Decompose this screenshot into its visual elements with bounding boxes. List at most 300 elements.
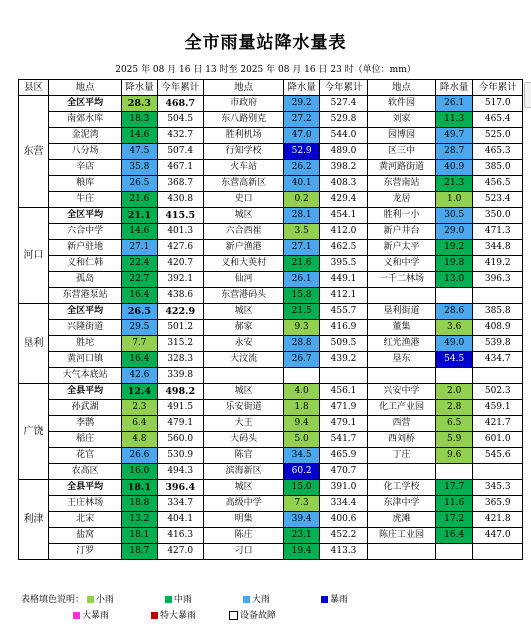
annual-total: 454.1 [319,208,367,224]
legend-text: 中雨 [173,595,192,605]
rainfall-value: 16.4 [435,528,473,544]
station-name: 大气本底站 [49,368,122,384]
rainfall-value: 2.8 [435,400,473,416]
station-name: 垦利街道 [368,304,436,320]
rainfall-value: 15.0 [284,480,319,496]
station-name: 新户驻地 [49,240,122,256]
table-row [19,496,523,512]
station-name: 垦东 [368,352,436,368]
page-title: 全市雨量站降水量表 [184,33,347,53]
annual-total: 501.2 [157,320,203,336]
legend-label: 表格填色说明： [21,595,85,605]
station-name: 大码头 [203,432,284,448]
annual-total: 350.0 [473,208,523,224]
station-name: 董集 [368,320,436,336]
annual-total [319,368,367,384]
rainfall-value: 4.0 [284,384,319,400]
annual-total: 471.9 [319,400,367,416]
annual-total: 491.5 [157,400,203,416]
annual-total [473,368,523,384]
rainfall-value: 47.0 [284,128,319,144]
rainfall-value: 28.3 [122,96,157,112]
column-header: 今年累计 [473,80,523,96]
table-row [19,160,523,176]
rainfall-value: 11.6 [435,496,473,512]
column-header: 降水量 [284,80,319,96]
table-row [19,112,523,128]
rainfall-value: 3.6 [435,320,473,336]
station-name: 仙河 [203,272,284,288]
rainfall-table [18,79,523,560]
rainfall-value: 19.2 [435,240,473,256]
table-row [19,480,523,496]
legend-item [165,592,243,608]
annual-total: 365.9 [473,496,523,512]
table-row [19,144,523,160]
station-name: 新户井台 [368,224,436,240]
annual-total: 430.8 [157,192,203,208]
annual-total: 334.7 [157,496,203,512]
rainfall-value: 5.0 [284,432,319,448]
annual-total: 462.5 [319,240,367,256]
annual-total: 449.1 [319,272,367,288]
annual-total: 467.1 [157,160,203,176]
station-name: 全区平均 [49,208,122,224]
station-name: 园博园 [368,128,436,144]
annual-total: 385.8 [473,304,523,320]
table-row [19,320,523,336]
county-cell: 利津 [19,480,49,560]
rainfall-value: 27.2 [284,112,319,128]
station-name: 化工产业园 [368,400,436,416]
rainfall-value: 1.8 [284,400,319,416]
table-row [19,192,523,208]
station-name: 刁口 [203,544,284,560]
rainfall-value: 14.6 [122,224,157,240]
column-header: 地点 [368,80,436,96]
annual-total: 427.0 [157,544,203,560]
rainfall-value [435,368,473,384]
rainfall-value: 18.8 [122,496,157,512]
annual-total [473,544,523,560]
table-row [19,528,523,544]
rainfall-value: 1.0 [435,192,473,208]
rainfall-value: 17.7 [435,480,473,496]
annual-total: 412.0 [319,224,367,240]
rainfall-value: 2.0 [435,384,473,400]
rainfall-value: 7.3 [284,496,319,512]
station-name: 大王 [203,416,284,432]
table-row [19,224,523,240]
station-name: 南郊水库 [49,112,122,128]
annual-total: 465.4 [473,112,523,128]
annual-total: 412.1 [319,288,367,304]
fault-box-icon [229,611,238,620]
annual-total: 345.3 [473,480,523,496]
table-row [19,368,523,384]
table-row [19,400,523,416]
annual-total: 498.2 [157,384,203,400]
station-name: 龙居 [368,192,436,208]
station-name: 软件园 [368,96,436,112]
column-header: 县区 [19,80,49,96]
rainfall-value: 14.6 [122,128,157,144]
annual-total: 494.3 [157,464,203,480]
station-name: 胜利机场 [203,128,284,144]
table-row [19,128,523,144]
annual-total: 502.3 [473,384,523,400]
table-row [19,96,523,112]
table-row [19,256,523,272]
station-name: 东八路别克 [203,112,284,128]
station-name: 化工学校 [368,480,436,496]
rainfall-value: 26.5 [122,176,157,192]
annual-total: 429.4 [319,192,367,208]
table-header-row [19,80,523,96]
station-name: 西刘桥 [368,432,436,448]
legend-text: 暴雨 [329,595,348,605]
column-header: 地点 [49,80,122,96]
annual-total: 504.5 [157,112,203,128]
rainfall-value: 23.1 [284,528,319,544]
table-body [19,96,523,560]
legend-text: 大雨 [251,595,270,605]
annual-total: 420.7 [157,256,203,272]
annual-total: 434.7 [473,352,523,368]
rainfall-value: 6.5 [435,416,473,432]
annual-total [473,288,523,304]
rainfall-value: 22.7 [122,272,157,288]
table-row [19,544,523,560]
annual-total: 539.8 [473,336,523,352]
rainfall-value: 40.1 [284,176,319,192]
station-name: 明集 [203,512,284,528]
station-name: 永安 [203,336,284,352]
annual-total: 470.7 [319,464,367,480]
station-name: 全县平均 [49,480,122,496]
station-name: 兴安中学 [368,384,436,400]
annual-total: 544.0 [319,128,367,144]
rainfall-value: 16.4 [122,288,157,304]
station-name: 粮库 [49,176,122,192]
station-name: 全区平均 [49,304,122,320]
station-name: 北宋 [49,512,122,528]
station-name: 盐窝 [49,528,122,544]
annual-total [473,464,523,480]
station-name: 大汶流 [203,352,284,368]
rainfall-value: 13.2 [122,512,157,528]
annual-total: 421.7 [473,416,523,432]
rainfall-value: 11.3 [435,112,473,128]
station-name: 市政府 [203,96,284,112]
rainfall-value: 21.5 [284,304,319,320]
rainfall-value: 39.4 [284,512,319,528]
station-name: 东津中学 [368,496,436,512]
rainfall-value: 4.8 [122,432,157,448]
rainfall-value: 30.5 [435,208,473,224]
station-name: 黄河口镇 [49,352,122,368]
annual-total: 523.4 [473,192,523,208]
station-name: 新户渔港 [203,240,284,256]
station-name: 滨海新区 [203,464,284,480]
legend-text: 大暴雨 [82,611,110,621]
rainfall-value: 28.8 [284,336,319,352]
station-name: 东营高新区 [203,176,284,192]
color-legend [21,592,526,624]
annual-total: 438.6 [157,288,203,304]
rainfall-value: 52.9 [284,144,319,160]
annual-total: 459.1 [473,400,523,416]
rainfall-value: 12.4 [122,384,157,400]
rainfall-value: 3.5 [284,224,319,240]
station-name: 汀罗 [49,544,122,560]
annual-total: 396.3 [473,272,523,288]
annual-total: 404.1 [157,512,203,528]
station-name: 城区 [203,480,284,496]
table-row [19,416,523,432]
table-row [19,464,523,480]
annual-total: 439.2 [319,352,367,368]
legend-item [87,592,165,608]
rainfall-value: 22.4 [122,256,157,272]
rainfall-value: 21.6 [284,256,319,272]
rainfall-value: 29.5 [122,320,157,336]
rainfall-value: 21.6 [122,192,157,208]
color-swatch [165,596,172,603]
annual-total: 344.8 [473,240,523,256]
station-name: 东营港泵站 [49,288,122,304]
station-name: 城区 [203,384,284,400]
station-name: 西营 [368,416,436,432]
rainfall-value: 2.3 [122,400,157,416]
station-name: 区三中 [368,144,436,160]
rainfall-value: 7.7 [122,336,157,352]
station-name: 辛店 [49,160,122,176]
annual-total: 452.2 [319,528,367,544]
rainfall-value: 47.5 [122,144,157,160]
rainfall-value [435,288,473,304]
rainfall-value: 28.1 [284,208,319,224]
rainfall-value: 6.4 [122,416,157,432]
column-header: 降水量 [435,80,473,96]
station-name: 稻庄 [49,432,122,448]
station-name: 陈庄 [203,528,284,544]
annual-total: 339.8 [157,368,203,384]
station-name: 行知学校 [203,144,284,160]
rainfall-value: 18.7 [122,544,157,560]
rainfall-value: 21.1 [122,208,157,224]
annual-total: 525.0 [473,128,523,144]
annual-total: 415.5 [157,208,203,224]
legend-item [73,608,151,624]
station-name: 东营港码头 [203,288,284,304]
annual-total: 416.3 [157,528,203,544]
table-row [19,512,523,528]
annual-total: 479.1 [157,416,203,432]
rainfall-value: 49.7 [435,128,473,144]
annual-total: 392.1 [157,272,203,288]
station-name: 花官 [49,448,122,464]
county-cell: 东营 [19,96,49,208]
annual-total: 416.9 [319,320,367,336]
annual-total: 560.0 [157,432,203,448]
side-scroll-tab[interactable] [524,82,531,108]
station-name: 义和仁韩 [49,256,122,272]
county-cell: 广饶 [19,384,49,480]
color-swatch [321,596,328,603]
station-name: 胜坨 [49,336,122,352]
station-name: 城区 [203,208,284,224]
annual-total: 400.6 [319,512,367,528]
legend-row [21,592,526,608]
column-header: 今年累计 [319,80,367,96]
annual-total: 395.5 [319,256,367,272]
color-swatch [73,612,80,619]
rainfall-value: 9.6 [435,448,473,464]
station-name: 新户太平 [368,240,436,256]
rainfall-value: 54.5 [435,352,473,368]
rainfall-value: 18.1 [122,528,157,544]
annual-total: 421.8 [473,512,523,528]
station-name: 城区 [203,304,284,320]
station-name: 八分场 [49,144,122,160]
station-name: 王庄林场 [49,496,122,512]
rainfall-value: 0.2 [284,192,319,208]
rainfall-value: 9.3 [284,320,319,336]
station-name [203,368,284,384]
annual-total: 456.5 [473,176,523,192]
column-header: 今年累计 [157,80,203,96]
rainfall-value: 19.4 [284,544,319,560]
rainfall-value [435,464,473,480]
annual-total: 507.4 [157,144,203,160]
station-name: 黄河路街道 [368,160,436,176]
rainfall-value: 28.6 [435,304,473,320]
rainfall-value: 49.0 [435,336,473,352]
annual-total: 601.0 [473,432,523,448]
station-name: 胜利一小 [368,208,436,224]
station-name: 六合西崔 [203,224,284,240]
station-name: 陈官 [203,448,284,464]
rainfall-value: 34.5 [284,448,319,464]
station-name: 李鹊 [49,416,122,432]
rainfall-value [435,544,473,560]
rainfall-value: 26.2 [284,160,319,176]
annual-total: 468.7 [157,96,203,112]
rainfall-value: 15.8 [284,288,319,304]
legend-text: 设备故障 [240,611,277,621]
station-name: 一千二林场 [368,272,436,288]
rainfall-value: 13.0 [435,272,473,288]
annual-total: 413.3 [319,544,367,560]
county-cell: 河口 [19,208,49,304]
station-name: 红光渔港 [368,336,436,352]
annual-total: 396.4 [157,480,203,496]
station-name: 兴隆街道 [49,320,122,336]
table-row [19,304,523,320]
annual-total: 368.7 [157,176,203,192]
rainfall-value: 19.8 [435,256,473,272]
station-name: 义和中学 [368,256,436,272]
table-row [19,384,523,400]
station-name: 牛庄 [49,192,122,208]
table-row [19,272,523,288]
rainfall-value: 5.9 [435,432,473,448]
column-header: 降水量 [122,80,157,96]
station-name: 丁庄 [368,448,436,464]
rainfall-value: 16.4 [122,352,157,368]
rainfall-value: 60.2 [284,464,319,480]
station-name: 乐安街道 [203,400,284,416]
annual-total: 509.5 [319,336,367,352]
county-cell: 垦利 [19,304,49,384]
table-row [19,240,523,256]
rainfall-value [284,368,319,384]
annual-total: 465.9 [319,448,367,464]
table-row [19,336,523,352]
legend-item [243,592,321,608]
station-name: 东营南站 [368,176,436,192]
rainfall-value: 16.0 [122,464,157,480]
table-row [19,352,523,368]
annual-total: 465.3 [473,144,523,160]
page-subtitle: 2025 年 08 月 16 日 13 时至 2025 年 08 月 16 日 23 时（单位：mm） [115,65,416,75]
annual-total: 385.0 [473,160,523,176]
annual-total: 315.2 [157,336,203,352]
annual-total: 541.7 [319,432,367,448]
rainfall-value: 26.5 [122,304,157,320]
rainfall-value: 27.1 [122,240,157,256]
annual-total: 328.3 [157,352,203,368]
station-name: 刘家 [368,112,436,128]
annual-total: 530.9 [157,448,203,464]
station-name: 史口 [203,192,284,208]
annual-total: 455.7 [319,304,367,320]
station-name: 高级中学 [203,496,284,512]
legend-text: 小雨 [95,595,114,605]
station-name: 郝家 [203,320,284,336]
rainfall-value: 26.1 [284,272,319,288]
rainfall-value: 42.6 [122,368,157,384]
rainfall-value: 29.2 [284,96,319,112]
rainfall-value: 27.1 [284,240,319,256]
station-name: 全县平均 [49,384,122,400]
rainfall-value: 28.7 [435,144,473,160]
rainfall-value: 35.8 [122,160,157,176]
annual-total: 391.0 [319,480,367,496]
rainfall-value: 17.2 [435,512,473,528]
annual-total: 401.3 [157,224,203,240]
legend-text: 特大暴雨 [160,611,197,621]
annual-total: 419.2 [473,256,523,272]
annual-total: 408.3 [319,176,367,192]
station-name: 虎滩 [368,512,436,528]
table-row [19,176,523,192]
rainfall-value: 18.1 [122,480,157,496]
annual-total: 427.6 [157,240,203,256]
legend-item [151,608,229,624]
station-name [368,544,436,560]
annual-total: 529.8 [319,112,367,128]
annual-total: 456.1 [319,384,367,400]
color-swatch [87,596,94,603]
annual-total: 432.7 [157,128,203,144]
station-name [368,368,436,384]
station-name: 农高区 [49,464,122,480]
legend-item [229,608,307,624]
station-name [368,464,436,480]
table-row [19,432,523,448]
